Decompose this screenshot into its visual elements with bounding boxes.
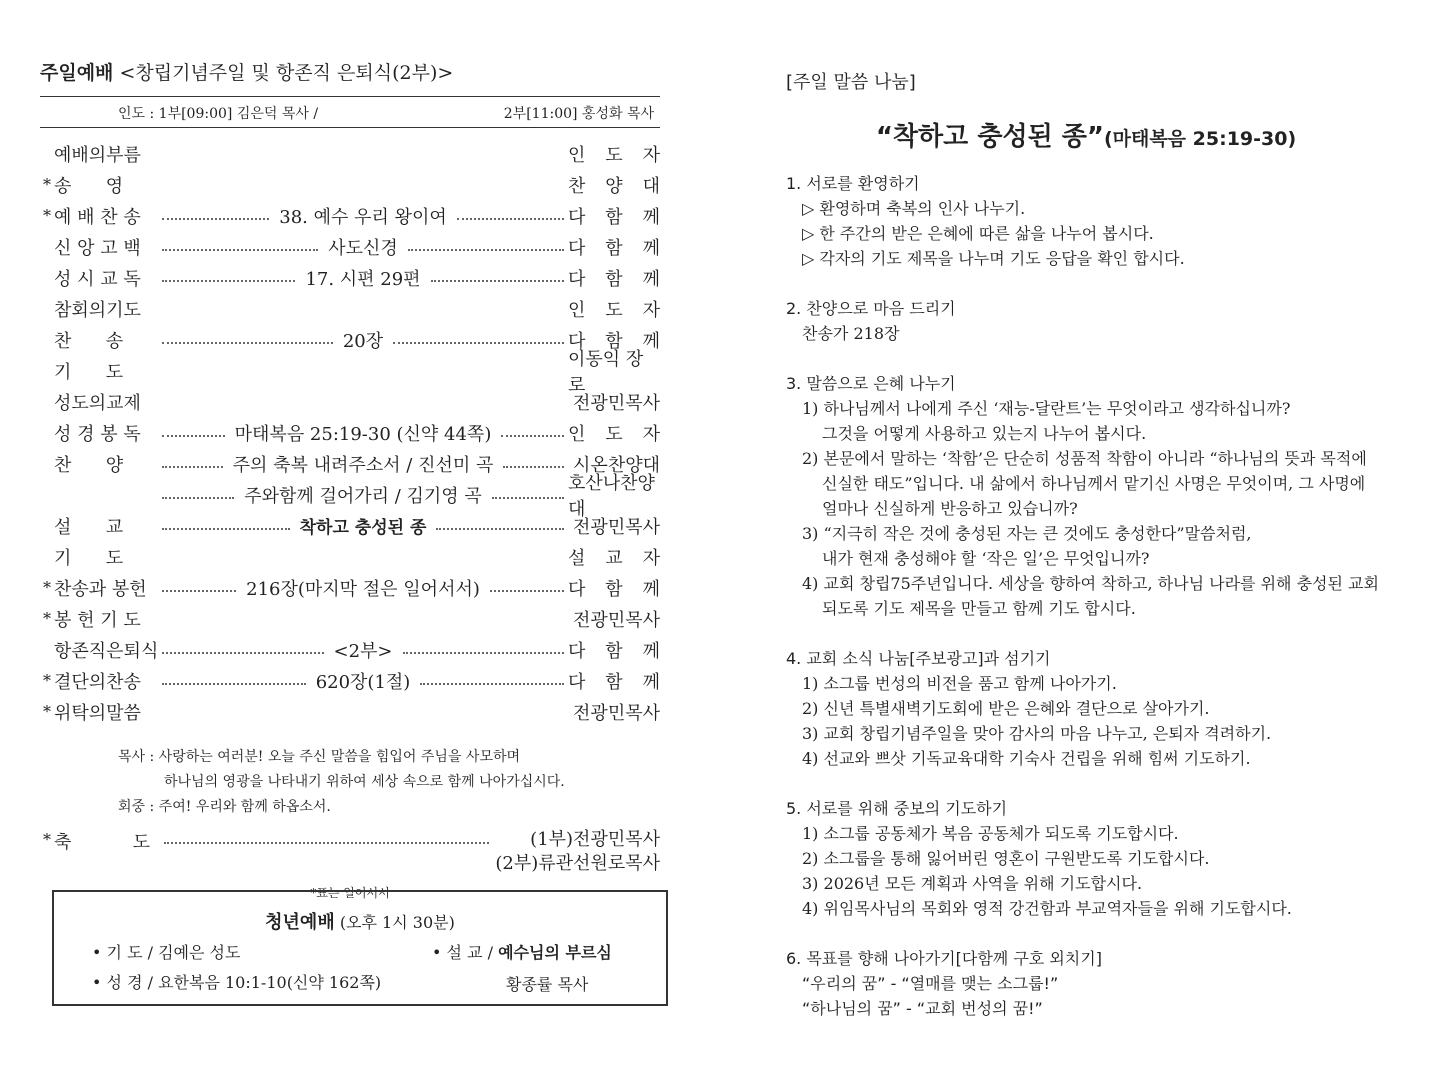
dot-leader <box>158 401 568 403</box>
order-item-name: 위탁의말씀 <box>54 702 141 724</box>
leader-char: 함 <box>605 640 623 662</box>
youth-scripture: • 성 경 / 요한복음 10:1-10(신약 162쪽) <box>92 973 382 992</box>
benediction-row <box>40 828 660 876</box>
order-item-name: 항존직은퇴식 <box>54 640 159 662</box>
list-item: 얼마나 신실하게 반응하고 있습니까? <box>822 499 1078 518</box>
leader-char: 께 <box>642 237 660 259</box>
order-item-leader <box>568 544 660 570</box>
list-item: ▷ 한 주간의 받은 은혜에 따른 삶을 나누어 봅시다. <box>802 224 1154 243</box>
order-row <box>40 200 660 231</box>
section-3 <box>786 371 1406 621</box>
stand-marker: * <box>43 206 51 225</box>
leader-char: 다 <box>568 671 586 693</box>
leader-char: 도 <box>605 299 623 321</box>
youth-worship-box <box>52 890 668 1006</box>
list-item: 신실한 태도”입니다. 내 삶에서 하나님께서 맡기신 사명은 무엇이며, 그 사명에 <box>822 474 1366 493</box>
dot-leader <box>158 234 568 260</box>
leader-char: 도 <box>605 144 623 166</box>
order-row <box>40 472 660 520</box>
list-item: 그것을 어떻게 사용하고 있는지 나누어 봅시다. <box>822 424 1147 443</box>
leader-char: 교 <box>605 547 623 569</box>
leader-second-service: 2부[11:00] 홍성화 목사 <box>503 106 654 122</box>
dot-leader <box>158 618 568 620</box>
dot-leader <box>158 420 568 446</box>
section-label: [주일 말씀 나눔] <box>786 72 916 93</box>
dot-leader <box>158 711 568 713</box>
commission-text <box>40 745 660 820</box>
leader-char: 다 <box>568 578 586 600</box>
order-item-name: 예배의부름 <box>54 144 141 166</box>
section-items <box>786 396 1406 621</box>
worship-title-main: 주일예배 <box>40 62 114 84</box>
list-item: 1) 하나님께서 나에게 주신 ‘재능-달란트’는 무엇이라고 생각하십니까? <box>802 399 1291 418</box>
leader-char: 양 <box>605 175 623 197</box>
order-row <box>40 572 660 603</box>
order-item-leader <box>568 141 660 167</box>
sermon-title-main: “착하고 충성된 종” <box>875 122 1104 152</box>
leader-char: 께 <box>642 268 660 290</box>
order-item-detail: 17. 시편 29편 <box>305 268 421 290</box>
order-row <box>40 293 660 324</box>
section-heading: 2. 찬양으로 마음 드리기 <box>786 299 956 318</box>
stand-marker: * <box>43 609 51 628</box>
stand-marker: * <box>43 830 51 849</box>
list-item: 2) 신년 특별새벽기도회에 받은 은혜와 결단으로 살아가기. <box>802 699 1210 718</box>
list-item: 1) 소그룹 공동체가 복음 공동체가 되도록 기도합시다. <box>802 824 1179 843</box>
leader-char: 함 <box>605 237 623 259</box>
leader-char: 께 <box>642 330 660 352</box>
dot-leader <box>158 556 568 558</box>
youth-sermon-label: • 설 교 / <box>432 943 499 962</box>
sermon-title <box>766 116 1406 153</box>
order-row <box>40 138 660 169</box>
order-item-leader <box>568 699 660 725</box>
leader-char: 다 <box>568 237 586 259</box>
dot-leader <box>158 513 568 538</box>
leader-line <box>40 96 660 128</box>
order-item-name: 성 시 교 독 <box>54 268 141 290</box>
commission-people: 회중 : 주여! 우리와 함께 하옵소서. <box>118 799 331 815</box>
order-item-leader <box>568 265 660 291</box>
order-row <box>40 665 660 696</box>
leader-char: 자 <box>642 144 660 166</box>
order-item-leader <box>568 513 660 539</box>
list-item: ▷ 환영하며 축복의 인사 나누기. <box>802 199 1026 218</box>
youth-prayer: • 기 도 / 김예은 성도 <box>92 943 241 962</box>
leader-first-service: 인도 : 1부[09:00] 김은덕 목사 / <box>118 106 319 122</box>
order-item-detail: 38. 예수 우리 왕이여 <box>279 206 447 228</box>
section-items <box>786 321 1406 346</box>
leader-char: 전광민목사 <box>573 609 660 631</box>
sermon-title-scripture: (마태복음 25:19-30) <box>1103 128 1297 150</box>
order-row <box>40 510 660 541</box>
leader-char: 찬 <box>568 175 586 197</box>
dot-leader <box>158 153 568 155</box>
stand-marker: * <box>43 175 51 194</box>
sermon-sharing-page <box>786 68 1406 1021</box>
leader-char: 함 <box>605 206 623 228</box>
list-item: 4) 위임목사님의 목회와 영적 강건함과 부교역자들을 위해 기도합시다. <box>802 899 1292 918</box>
stand-note: *표는 일어서서 <box>310 886 390 900</box>
section-4 <box>786 646 1406 771</box>
order-item-detail: 216장(마지막 절은 일어서서) <box>246 578 480 600</box>
dot-leader <box>158 308 568 310</box>
leader-char: 함 <box>605 578 623 600</box>
commission-pastor-2: 하나님의 영광을 나타내기 위하여 세상 속으로 함께 나아가십시다. <box>164 774 565 790</box>
order-of-worship <box>40 138 660 727</box>
order-row <box>40 231 660 262</box>
order-item-detail: 주와함께 걸어가리 / 김기영 곡 <box>244 485 482 507</box>
list-item: 찬송가 218장 <box>802 324 900 343</box>
leader-char: 인 <box>568 144 586 166</box>
benediction-ministers <box>495 828 660 876</box>
dot-leader <box>164 828 489 844</box>
list-item: 4) 교회 창립75주년입니다. 세상을 향하여 착하고, 하나님 나라를 위해 충성된 교회 <box>802 574 1379 593</box>
order-row <box>40 603 660 634</box>
order-item-leader <box>568 575 660 601</box>
section-items <box>786 671 1406 771</box>
order-row <box>40 417 660 448</box>
leader-char: 다 <box>568 330 586 352</box>
order-item-leader <box>568 234 660 260</box>
section-6 <box>786 946 1406 1021</box>
leader-char: 전광민목사 <box>573 392 660 414</box>
order-item-leader <box>568 668 660 694</box>
list-item: 2) 소그룹을 통해 잃어버린 영혼이 구원받도록 기도합시다. <box>802 849 1210 868</box>
dot-leader <box>158 184 568 186</box>
list-item: “하나님의 꿈” - “교회 번성의 꿈!” <box>802 999 1043 1018</box>
commission-pastor: 목사 : 사랑하는 여러분! 오늘 주신 말씀을 힘입어 주님을 사모하며 <box>118 749 521 765</box>
order-row <box>40 386 660 417</box>
leader-char: 인 <box>568 423 586 445</box>
section-heading: 6. 목표를 향해 나아가기[다함께 구호 외치기] <box>786 949 1102 968</box>
youth-preacher: 황종률 목사 <box>506 975 589 994</box>
leader-char: 자 <box>642 423 660 445</box>
order-row <box>40 262 660 293</box>
dot-leader <box>158 203 568 229</box>
order-item-name: 결단의찬송 <box>54 671 141 693</box>
leader-char: 대 <box>642 175 660 197</box>
order-item-name: 성 경 봉 독 <box>54 423 141 445</box>
stand-marker: * <box>43 671 51 690</box>
order-item-name: 설 교 <box>54 516 124 538</box>
leader-char: 함 <box>605 268 623 290</box>
list-item: 3) 2026년 모든 계획과 사역을 위해 기도합시다. <box>802 874 1143 893</box>
dot-leader <box>158 668 568 694</box>
leader-char: 께 <box>642 578 660 600</box>
list-item: “우리의 꿈” - “열매를 맺는 소그룹!” <box>802 974 1059 993</box>
order-item-name: 찬 송 <box>54 330 124 352</box>
dot-leader <box>158 265 568 291</box>
section-heading: 3. 말씀으로 은혜 나누기 <box>786 374 956 393</box>
leader-char: 도 <box>605 423 623 445</box>
order-item-name: 송 영 <box>54 175 124 197</box>
section-heading: 4. 교회 소식 나눔[주보광고]과 섬기기 <box>786 649 1051 668</box>
section-items <box>786 196 1406 271</box>
order-item-leader <box>568 203 660 229</box>
stand-marker: * <box>43 578 51 597</box>
leader-char: 께 <box>642 206 660 228</box>
leader-char: 함 <box>605 330 623 352</box>
section-items <box>786 821 1406 921</box>
benediction-second: (2부)류관선원로목사 <box>495 853 660 874</box>
list-item: 3) 교회 창립기념주일을 맞아 감사의 마음 나누고, 은퇴자 격려하기. <box>802 724 1272 743</box>
order-row <box>40 696 660 727</box>
order-item-name: 예 배 찬 송 <box>54 206 141 228</box>
list-item: ▷ 각자의 기도 제목을 나누며 기도 응답을 확인 합시다. <box>802 249 1185 268</box>
leader-char: 함 <box>605 671 623 693</box>
section-items <box>786 971 1406 1021</box>
youth-time: (오후 1시 30분) <box>339 913 455 932</box>
order-item-name: 찬송과 봉헌 <box>54 578 147 600</box>
leader-char: 께 <box>642 640 660 662</box>
order-item-detail: 620장(1절) <box>315 671 411 693</box>
order-row <box>40 324 660 355</box>
section-2 <box>786 296 1406 346</box>
worship-order-page <box>40 60 660 901</box>
order-item-leader <box>568 389 660 415</box>
order-row <box>40 169 660 200</box>
order-item-name: 봉 헌 기 도 <box>54 609 141 631</box>
youth-title-main: 청년예배 <box>265 912 335 933</box>
leader-char: 시온찬양대 <box>573 454 660 476</box>
order-item-name: 성도의교제 <box>54 392 141 414</box>
benediction-first: (1부)전광민목사 <box>530 829 660 850</box>
list-item: 1) 소그룹 번성의 비전을 품고 함께 나아가기. <box>802 674 1117 693</box>
dot-leader <box>158 451 568 477</box>
order-item-detail: 마태복음 25:19-30 (신약 44쪽) <box>234 423 492 445</box>
order-item-name: 참회의기도 <box>54 299 141 321</box>
order-row <box>40 634 660 665</box>
youth-title <box>54 908 666 934</box>
order-item-leader <box>568 606 660 632</box>
section-1 <box>786 171 1406 271</box>
order-item-leader <box>568 172 660 198</box>
leader-char: 자 <box>642 299 660 321</box>
order-item-name: 기 도 <box>54 547 124 569</box>
leader-char: 께 <box>642 671 660 693</box>
order-item-detail: <2부> <box>333 640 393 662</box>
order-item-leader <box>568 637 660 663</box>
leader-char: 자 <box>642 547 660 569</box>
youth-sermon-title: 예수님의 부르심 <box>498 943 612 962</box>
dot-leader <box>158 575 568 601</box>
leader-char: 설 <box>568 547 586 569</box>
list-item: 4) 선교와 쁘삿 기독교육대학 기숙사 건립을 위해 힘써 기도하기. <box>802 749 1251 768</box>
leader-char: 다 <box>568 640 586 662</box>
dot-leader <box>158 637 568 663</box>
leader-char: 이동익 장로 <box>568 348 644 396</box>
youth-sermon <box>432 940 612 963</box>
order-row <box>40 541 660 572</box>
order-item-name: 기 도 <box>54 361 124 383</box>
leader-char: 호산나찬양대 <box>568 472 655 520</box>
benediction-name: 축 도 <box>54 832 150 853</box>
leader-char: 인 <box>568 299 586 321</box>
section-heading: 5. 서로를 위해 중보의 기도하기 <box>786 799 1008 818</box>
dot-leader <box>158 327 568 353</box>
leader-char: 다 <box>568 268 586 290</box>
order-row <box>40 448 660 479</box>
worship-title <box>40 60 660 86</box>
order-item-leader <box>568 420 660 446</box>
list-item: 내가 현재 충성해야 할 ‘작은 일’은 무엇입니까? <box>822 549 1150 568</box>
dot-leader <box>158 370 568 372</box>
leader-char: 전광민목사 <box>573 702 660 724</box>
section-5 <box>786 796 1406 921</box>
order-item-name: 신 앙 고 백 <box>54 237 141 259</box>
order-item-detail: 주의 축복 내려주소서 / 진선미 곡 <box>232 454 494 476</box>
leader-char: 전광민목사 <box>573 516 660 538</box>
dot-leader <box>158 482 568 508</box>
order-item-detail: 착하고 충성된 종 <box>299 518 427 538</box>
stand-marker: * <box>43 702 51 721</box>
order-item-detail: 사도신경 <box>328 237 398 259</box>
order-item-detail: 20장 <box>342 330 384 352</box>
list-item: 되도록 기도 제목을 만들고 함께 기도 합시다. <box>822 599 1136 618</box>
worship-title-sub: <창립기념주일 및 항존직 은퇴식(2부)> <box>119 62 454 84</box>
order-row <box>40 348 660 396</box>
order-item-name: 찬 양 <box>54 454 124 476</box>
order-item-leader <box>568 296 660 322</box>
section-heading: 1. 서로를 환영하기 <box>786 174 920 193</box>
list-item: 2) 본문에서 말하는 ‘착함’은 단순히 성품적 착함이 아니라 “하나님의 뜻과 목적에 <box>802 449 1367 468</box>
list-item: 3) “지극히 작은 것에 충성된 자는 큰 것에도 충성한다”말씀처럼, <box>802 524 1252 543</box>
leader-char: 다 <box>568 206 586 228</box>
